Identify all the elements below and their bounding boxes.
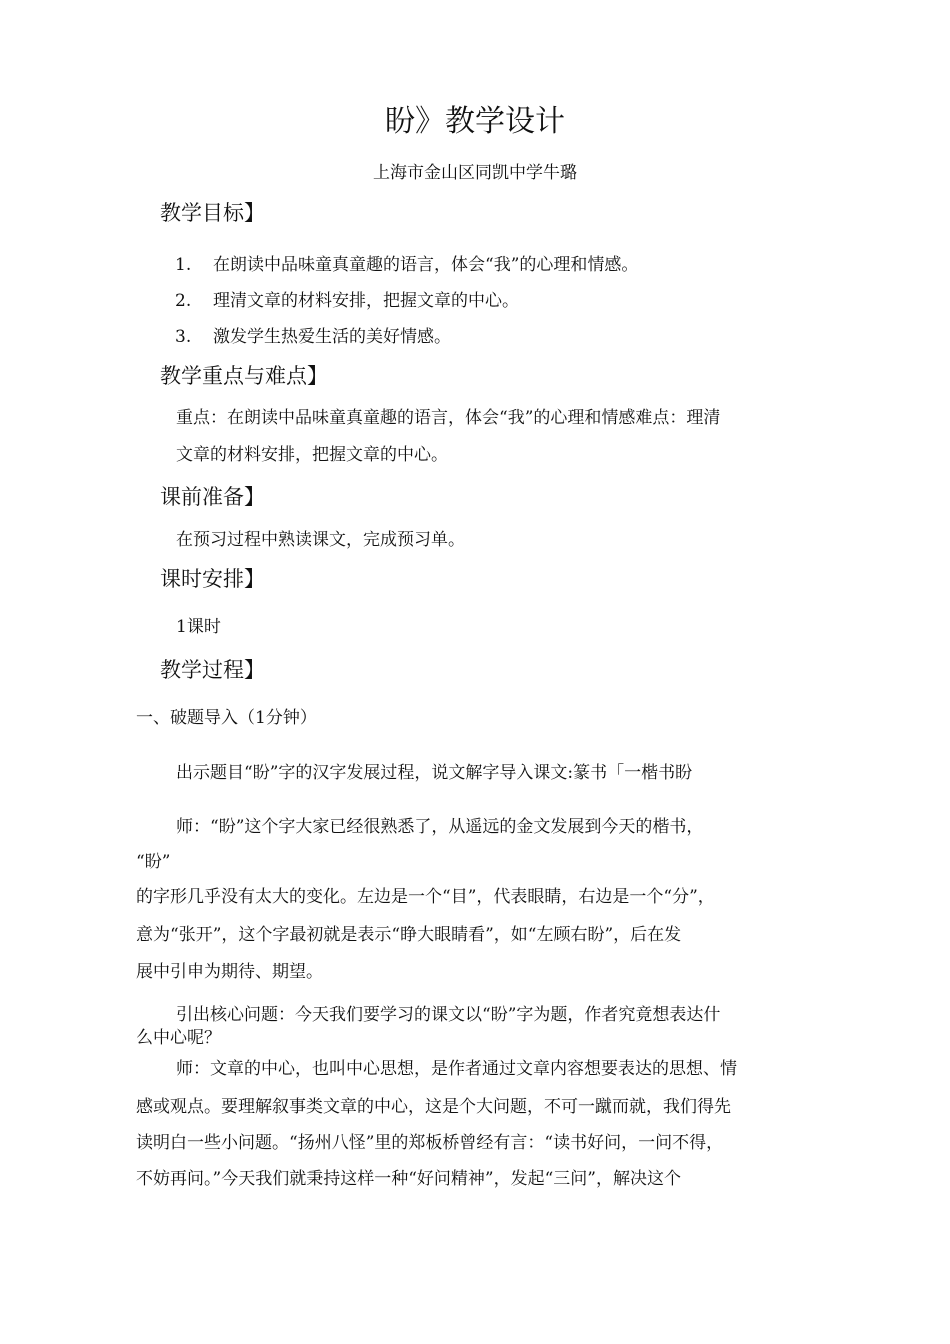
goal-number: 1. — [175, 255, 192, 275]
section-heading-keypoints: 教学重点与难点】 — [160, 364, 328, 388]
goal-number: 3. — [175, 327, 192, 347]
process-paragraph-line: 师：“盼”这个字大家已经很熟悉了，从遥远的金文发展到今天的楷书， — [176, 817, 704, 837]
author-line: 上海市金山区同凯中学牛璐 — [373, 163, 577, 183]
process-paragraph-line: 么中心呢？ — [136, 1028, 221, 1048]
goal-item — [175, 289, 519, 313]
goal-text: 理清文章的材料安排，把握文章的中心。 — [213, 291, 519, 311]
section-heading-prep: 课前准备】 — [160, 485, 265, 509]
goal-item — [175, 325, 451, 349]
process-paragraph-line: 展中引申为期待、期望。 — [136, 962, 323, 982]
process-paragraph-line: 师：文章的中心，也叫中心思想，是作者通过文章内容想要表达的思想、情 — [176, 1059, 737, 1079]
process-paragraph-line: 感或观点。要理解叙事类文章的中心，这是个大问题，不可一蹴而就，我们得先 — [136, 1097, 731, 1117]
keypoints-line: 文章的材料安排，把握文章的中心。 — [176, 445, 448, 465]
document-title: 盼》教学设计 — [385, 104, 565, 139]
process-paragraph-line: 引出核心问题：今天我们要学习的课文以“盼”字为题，作者究竟想表达什 — [176, 1005, 721, 1025]
goal-text: 在朗读中品味童真童趣的语言，体会“我”的心理和情感。 — [213, 255, 639, 275]
process-paragraph-line: 意为“张开”，这个字最初就是表示“睁大眼睛看”，如“左顾右盼”，后在发 — [136, 925, 682, 945]
process-paragraph-line: 不妨再问。”今天我们就秉持这样一种“好问精神”，发起“三问”，解决这个 — [136, 1169, 681, 1189]
goal-number: 2. — [175, 291, 192, 311]
section-heading-process: 教学过程】 — [160, 658, 265, 682]
process-step-heading: 一、破题导入（1分钟） — [136, 708, 317, 728]
goal-text: 激发学生热爱生活的美好情感。 — [213, 327, 451, 347]
prep-text: 在预习过程中熟读课文，完成预习单。 — [176, 530, 465, 550]
process-paragraph-line: 出示题目“盼”字的汉字发展过程，说文解字导入课文:篆书「一楷书盼 — [176, 763, 693, 783]
schedule-text: 1课时 — [176, 617, 221, 637]
section-heading-goals: 教学目标】 — [160, 201, 265, 225]
process-paragraph-line: 的字形几乎没有太大的变化。左边是一个“目”，代表眼睛，右边是一个“分”， — [136, 887, 715, 907]
process-paragraph-line: “盼” — [136, 852, 171, 872]
keypoints-line: 重点：在朗读中品味童真童趣的语言，体会“我”的心理和情感难点：理清 — [176, 408, 721, 428]
goal-item — [175, 253, 638, 277]
section-heading-schedule: 课时安排】 — [160, 567, 265, 591]
process-paragraph-line: 读明白一些小问题。“扬州八怪”里的郑板桥曾经有言：“读书好问，一问不得， — [136, 1133, 724, 1153]
